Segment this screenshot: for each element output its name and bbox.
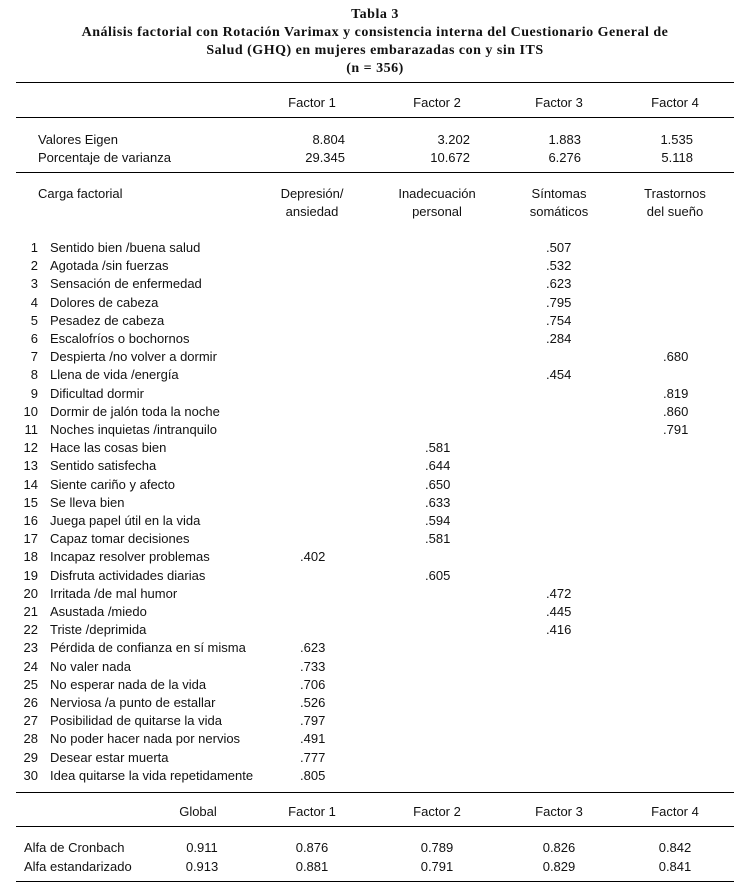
item-loading-f2: .650 bbox=[425, 477, 451, 492]
eigen-value-f3: 1.883 bbox=[548, 132, 581, 147]
item-number: 23 bbox=[23, 640, 38, 655]
item-number: 25 bbox=[23, 677, 38, 692]
item-label: Desear estar muerta bbox=[50, 750, 169, 765]
loading-header-f4-line-2: del sueño bbox=[646, 204, 704, 219]
eigen-label: Valores Eigen bbox=[38, 132, 118, 147]
item-loading-f3: .472 bbox=[546, 586, 572, 601]
item-label: No esperar nada de la vida bbox=[50, 677, 207, 692]
header-factor-2: Factor 2 bbox=[413, 95, 461, 110]
item-number: 15 bbox=[23, 495, 38, 510]
item-label: Llena de vida /energía bbox=[50, 367, 179, 382]
table-caption-line-1: Análisis factorial con Rotación Varimax y consistencia interna del Cuestionario General de bbox=[81, 25, 669, 40]
item-label: No poder hacer nada por nervios bbox=[50, 731, 241, 746]
reliability-row-label: Alfa de Cronbach bbox=[24, 840, 125, 855]
variance-value-f1: 29.345 bbox=[305, 150, 345, 165]
item-loading-f1: .402 bbox=[300, 549, 326, 564]
reliability-value: 0.913 bbox=[185, 859, 219, 874]
item-label: Escalofríos o bochornos bbox=[50, 331, 190, 346]
header-factor-4: Factor 4 bbox=[651, 95, 699, 110]
item-label: Pesadez de cabeza bbox=[50, 313, 165, 328]
variance-label: Porcentaje de varianza bbox=[38, 150, 171, 165]
item-label: Juega papel útil en la vida bbox=[50, 513, 201, 528]
eigen-rule bbox=[16, 172, 734, 173]
reliability-value: 0.881 bbox=[295, 859, 329, 874]
loading-header-f2-line-1: Inadecuación bbox=[398, 186, 476, 201]
table-title: Tabla 3 bbox=[351, 7, 399, 22]
item-number: 10 bbox=[23, 404, 38, 419]
items-rule bbox=[16, 792, 734, 793]
item-number: 19 bbox=[23, 568, 38, 583]
item-loading-f3: .454 bbox=[546, 367, 572, 382]
reliability-value: 0.911 bbox=[186, 840, 218, 855]
reliability-rule bbox=[16, 826, 734, 827]
item-label: Noches inquietas /intranquilo bbox=[50, 422, 217, 437]
loading-header-f1-line-2: ansiedad bbox=[285, 204, 339, 219]
item-number: 14 bbox=[23, 477, 38, 492]
reliability-row-label: Alfa estandarizado bbox=[24, 859, 132, 874]
header-factor-1: Factor 1 bbox=[288, 95, 336, 110]
item-label: Dormir de jalón toda la noche bbox=[50, 404, 220, 419]
item-number: 28 bbox=[23, 731, 38, 746]
item-number: 4 bbox=[30, 295, 38, 310]
item-loading-f3: .623 bbox=[546, 276, 572, 291]
item-loading-f3: .445 bbox=[546, 604, 572, 619]
item-label: Se lleva bien bbox=[50, 495, 125, 510]
item-number: 20 bbox=[23, 586, 38, 601]
top-rule bbox=[16, 82, 734, 83]
variance-value-f2: 10.672 bbox=[430, 150, 470, 165]
reliability-value: 0.876 bbox=[295, 840, 329, 855]
item-number: 17 bbox=[23, 531, 38, 546]
reliability-value: 0.829 bbox=[542, 859, 576, 874]
item-label: Hace las cosas bien bbox=[50, 440, 167, 455]
item-label: No valer nada bbox=[50, 659, 131, 674]
item-label: Incapaz resolver problemas bbox=[50, 549, 210, 564]
item-loading-f2: .633 bbox=[425, 495, 451, 510]
item-number: 26 bbox=[23, 695, 38, 710]
item-loading-f2: .581 bbox=[425, 531, 451, 546]
item-loading-f1: .526 bbox=[300, 695, 326, 710]
item-label: Asustada /miedo bbox=[50, 604, 147, 619]
item-label: Capaz tomar decisiones bbox=[50, 531, 190, 546]
item-loading-f4: .819 bbox=[663, 386, 689, 401]
item-number: 27 bbox=[23, 713, 38, 728]
item-loading-f3: .532 bbox=[546, 258, 572, 273]
item-label: Sensación de enfermedad bbox=[50, 276, 202, 291]
loading-header-f3-line-1: Síntomas bbox=[531, 186, 587, 201]
item-loading-f3: .507 bbox=[546, 240, 572, 255]
item-loading-f2: .594 bbox=[425, 513, 451, 528]
variance-value-f4: 5.118 bbox=[661, 150, 693, 165]
item-number: 3 bbox=[30, 276, 38, 291]
item-number: 7 bbox=[30, 349, 38, 364]
item-label: Irritada /de mal humor bbox=[50, 586, 178, 601]
item-number: 12 bbox=[23, 440, 38, 455]
item-number: 6 bbox=[30, 331, 38, 346]
item-loading-f2: .644 bbox=[425, 458, 451, 473]
item-loading-f1: .797 bbox=[300, 713, 326, 728]
item-number: 24 bbox=[23, 659, 38, 674]
table-sample-size: (n = 356) bbox=[346, 61, 404, 76]
eigen-value-f2: 3.202 bbox=[437, 132, 470, 147]
item-loading-f3: .795 bbox=[546, 295, 572, 310]
loading-header-f4-line-1: Trastornos bbox=[644, 186, 706, 201]
eigen-value-f4: 1.535 bbox=[660, 132, 693, 147]
item-label: Siente cariño y afecto bbox=[50, 477, 176, 492]
loading-header-f3-line-2: somáticos bbox=[529, 204, 589, 219]
item-label: Dolores de cabeza bbox=[50, 295, 159, 310]
reliability-header-f1: Factor 1 bbox=[288, 804, 336, 819]
item-number: 30 bbox=[23, 768, 38, 783]
item-loading-f3: .416 bbox=[546, 622, 572, 637]
item-number: 9 bbox=[30, 386, 38, 401]
item-loading-f1: .733 bbox=[300, 659, 326, 674]
reliability-value: 0.842 bbox=[658, 840, 692, 855]
reliability-value: 0.826 bbox=[542, 840, 576, 855]
loading-header-label: Carga factorial bbox=[38, 186, 123, 201]
item-number: 29 bbox=[23, 750, 38, 765]
loading-header-f2-line-2: personal bbox=[412, 204, 462, 219]
item-number: 16 bbox=[23, 513, 38, 528]
reliability-value: 0.841 bbox=[658, 859, 692, 874]
header-rule bbox=[16, 117, 734, 118]
bottom-rule bbox=[16, 881, 734, 882]
item-loading-f3: .284 bbox=[546, 331, 572, 346]
item-number: 8 bbox=[30, 367, 38, 382]
item-label: Pérdida de confianza en sí misma bbox=[50, 640, 246, 655]
item-number: 1 bbox=[30, 240, 38, 255]
item-number: 13 bbox=[23, 458, 38, 473]
item-number: 22 bbox=[23, 622, 38, 637]
item-loading-f1: .491 bbox=[300, 731, 326, 746]
item-label: Disfruta actividades diarias bbox=[50, 568, 206, 583]
reliability-header-global: Global bbox=[179, 804, 217, 819]
reliability-header-f4: Factor 4 bbox=[651, 804, 699, 819]
item-label: Triste /deprimida bbox=[50, 622, 147, 637]
item-loading-f1: .805 bbox=[300, 768, 326, 783]
item-label: Sentido satisfecha bbox=[50, 458, 157, 473]
item-label: Agotada /sin fuerzas bbox=[50, 258, 169, 273]
loading-header-f1-line-1: Depresión/ bbox=[280, 186, 344, 201]
item-number: 11 bbox=[24, 422, 38, 437]
item-loading-f2: .605 bbox=[425, 568, 451, 583]
item-loading-f3: .754 bbox=[546, 313, 572, 328]
header-factor-3: Factor 3 bbox=[535, 95, 583, 110]
item-number: 21 bbox=[23, 604, 38, 619]
reliability-value: 0.791 bbox=[420, 859, 454, 874]
item-label: Dificultad dormir bbox=[50, 386, 144, 401]
item-loading-f1: .623 bbox=[300, 640, 326, 655]
reliability-header-f2: Factor 2 bbox=[413, 804, 461, 819]
item-loading-f2: .581 bbox=[425, 440, 451, 455]
item-loading-f4: .680 bbox=[663, 349, 689, 364]
variance-value-f3: 6.276 bbox=[548, 150, 581, 165]
item-number: 18 bbox=[23, 549, 38, 564]
item-label: Idea quitarse la vida repetidamente bbox=[50, 768, 254, 783]
item-label: Sentido bien /buena salud bbox=[50, 240, 201, 255]
reliability-value: 0.789 bbox=[420, 840, 454, 855]
table-caption-line-2: Salud (GHQ) en mujeres embarazadas con y sin ITS bbox=[206, 43, 544, 58]
eigen-value-f1: 8.804 bbox=[312, 132, 345, 147]
item-loading-f4: .860 bbox=[663, 404, 689, 419]
reliability-header-f3: Factor 3 bbox=[535, 804, 583, 819]
item-loading-f4: .791 bbox=[663, 422, 689, 437]
item-loading-f1: .777 bbox=[300, 750, 326, 765]
item-loading-f1: .706 bbox=[300, 677, 326, 692]
item-label: Despierta /no volver a dormir bbox=[50, 349, 217, 364]
item-number: 5 bbox=[30, 313, 38, 328]
item-number: 2 bbox=[30, 258, 38, 273]
item-label: Nerviosa /a punto de estallar bbox=[50, 695, 216, 710]
item-label: Posibilidad de quitarse la vida bbox=[50, 713, 222, 728]
